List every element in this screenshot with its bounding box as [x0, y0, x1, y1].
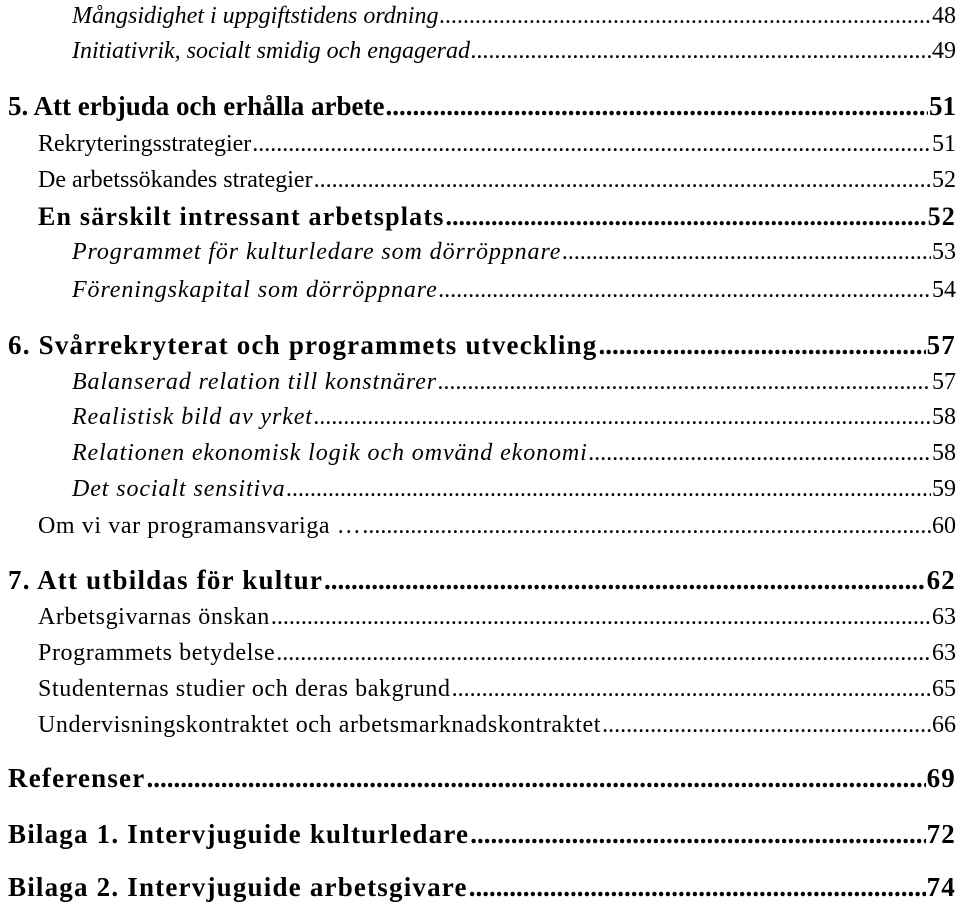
toc-entry-title: Rekryteringsstrategier	[38, 131, 252, 157]
toc-entry	[72, 405, 956, 429]
toc-dot-leader	[562, 240, 931, 264]
toc-dot-leader	[471, 39, 931, 63]
toc-dot-leader	[362, 514, 931, 538]
toc-dot-leader	[589, 441, 931, 465]
toc-entry-page: 63	[932, 604, 956, 630]
toc-dot-leader	[438, 370, 931, 394]
toc-dot-leader	[452, 677, 931, 701]
toc-entry-title: De arbetssökandes strategier	[38, 167, 313, 193]
toc-entry-page: 51	[929, 91, 956, 121]
toc-dot-leader	[314, 405, 931, 429]
toc-dot-leader	[598, 332, 925, 359]
toc-entry-title: Bilaga 1. Intervjuguide kulturledare	[8, 819, 470, 849]
toc-entry-page: 69	[926, 763, 956, 793]
toc-entry	[72, 370, 956, 394]
toc-entry-title: En särskilt intressant arbetsplats	[38, 202, 445, 231]
toc-entry	[72, 477, 956, 501]
toc-dot-leader	[287, 477, 931, 501]
toc-entry-page: 65	[932, 676, 956, 702]
toc-entry-title: 5. Att erbjuda och erhålla arbete	[8, 91, 385, 121]
toc-entry-title: Programmets betydelse	[38, 640, 276, 666]
toc-entry	[38, 641, 956, 665]
toc-entry-page: 66	[932, 712, 956, 738]
toc-dot-leader	[146, 765, 925, 792]
toc-entry-title: Programmet för kulturledare som dörröppnare	[72, 239, 562, 265]
toc-entry-page: 60	[932, 513, 956, 539]
toc-entry-page: 62	[926, 565, 956, 595]
toc-entry	[38, 514, 956, 538]
toc-entry-title: Det socialt sensitiva	[72, 476, 286, 502]
toc-entry-title: Realistisk bild av yrket	[72, 404, 313, 430]
toc-entry-page: 53	[932, 239, 956, 265]
toc-entry-page: 63	[932, 640, 956, 666]
toc-entry-page: 51	[932, 131, 956, 157]
toc-entry-page: 58	[932, 404, 956, 430]
toc-dot-leader	[271, 605, 931, 629]
toc-entry-page: 57	[932, 369, 956, 395]
toc-chapter	[8, 821, 956, 848]
toc-entry-title: Föreningskapital som dörröppnare	[72, 277, 438, 303]
toc-dot-leader	[469, 874, 926, 901]
toc-dot-leader	[385, 93, 928, 120]
toc-entry-title: Initiativrik, socialt smidig och engagerad	[72, 38, 470, 64]
toc-dot-leader	[314, 168, 931, 192]
toc-chapter	[8, 765, 956, 792]
toc-dot-leader	[439, 4, 931, 28]
toc-dot-leader	[252, 132, 931, 156]
toc-entry-page: 72	[926, 819, 956, 849]
toc-entry-page: 74	[926, 872, 956, 902]
toc-dot-leader	[470, 821, 925, 848]
toc-entry-title: Om vi var programansvariga …	[38, 513, 362, 539]
toc-entry-page: 52	[927, 202, 956, 231]
toc-entry-title: 7. Att utbildas för kultur	[8, 565, 324, 595]
toc-chapter	[8, 93, 956, 120]
toc-entry-page: 59	[932, 476, 956, 502]
toc-entry	[38, 204, 956, 230]
toc-entry	[38, 168, 956, 192]
toc-entry	[72, 240, 956, 264]
toc-entry	[72, 39, 956, 63]
toc-chapter	[8, 332, 956, 359]
toc-dot-leader	[602, 713, 931, 737]
toc-dot-leader	[324, 567, 926, 594]
toc-entry-title: Relationen ekonomisk logik och omvänd ekonomi	[72, 440, 588, 466]
toc-entry-title: Undervisningskontraktet och arbetsmarknadskontraktet	[38, 712, 602, 738]
toc-dot-leader	[276, 641, 931, 665]
toc-entry-page: 48	[932, 3, 956, 29]
toc-entry-page: 49	[932, 38, 956, 64]
toc-dot-leader	[439, 278, 931, 302]
toc-entry	[72, 278, 956, 302]
toc-entry-title: Balanserad relation till konstnärer	[72, 369, 438, 395]
toc-entry-title: Referenser	[8, 763, 146, 793]
toc-entry	[38, 132, 956, 156]
toc-chapter	[8, 567, 956, 594]
toc-entry	[72, 441, 956, 465]
toc-entry-page: 52	[932, 167, 956, 193]
toc-entry-title: Arbetsgivarnas önskan	[38, 604, 270, 630]
toc-entry	[38, 713, 956, 737]
toc-dot-leader	[446, 204, 927, 230]
toc-entry-title: Studenternas studier och deras bakgrund	[38, 676, 451, 702]
toc-entry-page: 58	[932, 440, 956, 466]
toc-entry	[72, 4, 956, 28]
toc-entry-title: 6. Svårrekryterat och programmets utveckling	[8, 330, 598, 360]
toc-entry-title: Bilaga 2. Intervjuguide arbetsgivare	[8, 872, 468, 902]
toc-entry-page: 54	[932, 277, 956, 303]
toc-entry-page: 57	[926, 330, 956, 360]
toc-entry-title: Mångsidighet i uppgiftstidens ordning	[72, 3, 439, 29]
toc-chapter	[8, 874, 956, 901]
toc-entry	[38, 677, 956, 701]
toc-entry	[38, 605, 956, 629]
